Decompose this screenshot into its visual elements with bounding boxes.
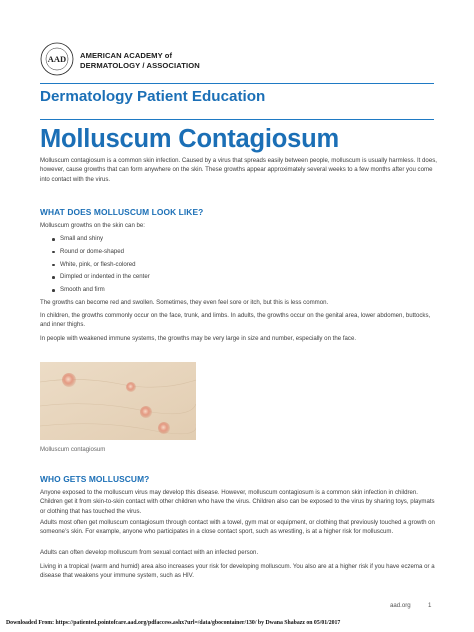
- bullet-icon: [52, 264, 55, 267]
- bullet-icon: [52, 251, 55, 254]
- list-lead: Molluscum growths on the skin can be:: [40, 222, 145, 229]
- footer-url[interactable]: aad.org: [390, 602, 411, 609]
- aad-logo: [40, 42, 74, 76]
- paragraph-locations: In children, the growths commonly occur on the face, trunk, and limbs. In adults, the growths occur on the genital area, lower abdomen, buttocks, and inner thighs.: [40, 312, 431, 329]
- paragraph-anyone-exposed: Anyone exposed to the molluscum virus may develop this disease. However, molluscum contagiosum is a common skin infection in children. Children get it from skin-to-skin contact with other children who have the virus. Children also can be exposed to the virus by sharing toys, playmats or clothing that has touched the virus.: [40, 489, 435, 515]
- paragraph-sexual-contact: Adults can often develop molluscum from sexual contact with an infected person.: [40, 549, 259, 556]
- photo-caption: Molluscum contagiosum: [40, 446, 106, 453]
- org-line-1: AMERICAN ACADEMY of: [80, 51, 173, 60]
- logo-text: AAD: [47, 54, 67, 64]
- org-line-2: DERMATOLOGY / ASSOCIATION: [80, 60, 200, 70]
- header-rule-bottom: [40, 119, 434, 120]
- bullet-icon: [52, 238, 55, 241]
- organization-name: [80, 51, 200, 70]
- page-title: Molluscum Contagiosum: [40, 125, 339, 153]
- appearance-list: [40, 233, 150, 297]
- section-title: Dermatology Patient Education: [40, 88, 266, 105]
- list-item: White, pink, or flesh-colored: [40, 259, 150, 272]
- bullet-icon: [52, 276, 55, 279]
- header-rule-top: [40, 83, 434, 84]
- paragraph-risk-factors: Living in a tropical (warm and humid) area also increases your risk for developing molluscum. You also are at a higher risk if you have eczema or a disease that weakens your immune system, such as HIV.: [40, 563, 435, 580]
- list-item: Round or dome-shaped: [40, 246, 150, 259]
- paragraph-adults-contact: Adults most often get molluscum contagiosum through contact with a towel, gym mat or equipment, or clothing that previously touched a growth on someone’s skin. For example, anyone who participates in a close contact sport, such as wrestling, is at a higher risk for molluscum.: [40, 519, 435, 536]
- heading-who-gets-molluscum: WHO GETS MOLLUSCUM?: [40, 474, 150, 484]
- intro-paragraph: Molluscum contagiosum is a common skin infection. Caused by a virus that spreads easily between people, molluscum is usually harmless. It does, however, cause growths that can form anywhere on the skin. These growths appear approximately several weeks to a few months after you come into contact with the virus.: [40, 157, 437, 183]
- heading-what-does-molluscum-look-like: WHAT DOES MOLLUSCUM LOOK LIKE?: [40, 207, 204, 217]
- list-item: Dimpled or indented in the center: [40, 271, 150, 284]
- molluscum-photo: [40, 362, 196, 440]
- list-item: Small and shiny: [40, 233, 150, 246]
- paragraph-redness: The growths can become red and swollen. Sometimes, they even feel sore or itch, but this is less common.: [40, 299, 329, 306]
- list-item: Smooth and firm: [40, 284, 150, 297]
- page-number: 1: [428, 602, 432, 609]
- bullet-icon: [52, 289, 55, 292]
- paragraph-immune: In people with weakened immune systems, the growths may be very large in size and number, especially on the face.: [40, 335, 357, 342]
- download-notice: Downloaded From: https://patiented.pointofcare.aad.org/pdfaccess.ashx?url=/data/gbocontainer/130/ by Dwana Shabazz on 05/01/2017: [6, 620, 341, 626]
